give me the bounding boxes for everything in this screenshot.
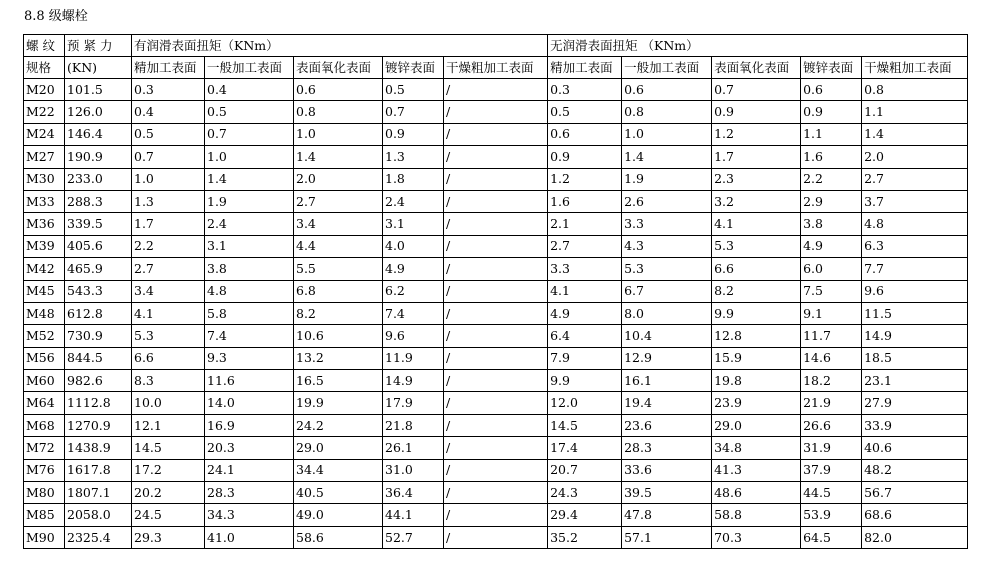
torque-cell: /	[444, 370, 548, 392]
torque-cell: 0.7	[383, 101, 444, 123]
bolt-size-cell: M27	[24, 146, 65, 168]
torque-cell: 1.8	[383, 168, 444, 190]
table-row	[24, 325, 968, 347]
bolt-size-cell: M68	[24, 414, 65, 436]
torque-cell: 82.0	[862, 526, 968, 548]
torque-cell: 12.8	[712, 325, 801, 347]
torque-cell: 2.7	[548, 235, 622, 257]
torque-cell: 7.4	[205, 325, 294, 347]
torque-cell: 24.5	[132, 504, 205, 526]
bolt-size-cell: M85	[24, 504, 65, 526]
torque-cell: 2.4	[383, 190, 444, 212]
bolt-size-cell: M72	[24, 437, 65, 459]
preload-cell: 612.8	[65, 302, 132, 324]
torque-cell: /	[444, 123, 548, 145]
header-row-group	[24, 35, 968, 57]
torque-cell: 10.6	[294, 325, 383, 347]
preload-header: 预 紧 力	[65, 35, 132, 57]
torque-cell: 41.3	[712, 459, 801, 481]
torque-cell: 0.5	[548, 101, 622, 123]
table-row	[24, 347, 968, 369]
bolt-size-cell: M60	[24, 370, 65, 392]
table-row	[24, 370, 968, 392]
torque-cell: 8.0	[622, 302, 712, 324]
table-row	[24, 146, 968, 168]
table-row	[24, 123, 968, 145]
torque-cell: 0.5	[132, 123, 205, 145]
torque-cell: 35.2	[548, 526, 622, 548]
torque-cell: 14.9	[383, 370, 444, 392]
torque-cell: 5.3	[712, 235, 801, 257]
torque-cell: 68.6	[862, 504, 968, 526]
torque-cell: 7.9	[548, 347, 622, 369]
torque-cell: /	[444, 437, 548, 459]
dry-group-header: 无润滑表面扭矩 （KNm）	[548, 35, 968, 57]
torque-cell: 1.0	[132, 168, 205, 190]
torque-cell: 0.6	[548, 123, 622, 145]
table-row	[24, 101, 968, 123]
torque-cell: 0.4	[132, 101, 205, 123]
preload-cell: 405.6	[65, 235, 132, 257]
table-row	[24, 504, 968, 526]
torque-cell: 14.9	[862, 325, 968, 347]
torque-cell: 31.0	[383, 459, 444, 481]
torque-cell: /	[444, 258, 548, 280]
torque-cell: /	[444, 325, 548, 347]
torque-cell: 4.9	[548, 302, 622, 324]
table-row	[24, 280, 968, 302]
torque-cell: 1.2	[712, 123, 801, 145]
torque-cell: 6.0	[801, 258, 862, 280]
torque-cell: 16.9	[205, 414, 294, 436]
bolt-size-cell: M42	[24, 258, 65, 280]
torque-cell: 48.2	[862, 459, 968, 481]
lubricated-group-header: 有润滑表面扭矩（KNm）	[132, 35, 548, 57]
torque-cell: /	[444, 347, 548, 369]
torque-cell: /	[444, 504, 548, 526]
torque-cell: 31.9	[801, 437, 862, 459]
dry-col-oxidized: 表面氧化表面	[712, 57, 801, 79]
torque-cell: 14.5	[548, 414, 622, 436]
torque-cell: 37.9	[801, 459, 862, 481]
torque-cell: 19.9	[294, 392, 383, 414]
torque-cell: 5.3	[132, 325, 205, 347]
torque-cell: 17.2	[132, 459, 205, 481]
torque-cell: 24.3	[548, 482, 622, 504]
torque-cell: 2.3	[712, 168, 801, 190]
torque-cell: 1.7	[712, 146, 801, 168]
preload-cell: 1112.8	[65, 392, 132, 414]
torque-cell: 23.1	[862, 370, 968, 392]
preload-cell: 1617.8	[65, 459, 132, 481]
torque-cell: 24.1	[205, 459, 294, 481]
table-row	[24, 414, 968, 436]
torque-cell: 1.0	[294, 123, 383, 145]
torque-cell: 0.8	[294, 101, 383, 123]
torque-cell: 17.4	[548, 437, 622, 459]
bolt-size-cell: M64	[24, 392, 65, 414]
torque-cell: /	[444, 146, 548, 168]
preload-cell: 465.9	[65, 258, 132, 280]
preload-cell: 844.5	[65, 347, 132, 369]
torque-cell: 3.8	[801, 213, 862, 235]
table-row	[24, 302, 968, 324]
preload-cell: 233.0	[65, 168, 132, 190]
torque-cell: 3.2	[712, 190, 801, 212]
table-row	[24, 526, 968, 548]
torque-cell: 47.8	[622, 504, 712, 526]
dry-col-dry-rough: 干燥粗加工表面	[862, 57, 968, 79]
torque-cell: 23.9	[712, 392, 801, 414]
torque-cell: 1.6	[801, 146, 862, 168]
bolt-size-cell: M52	[24, 325, 65, 347]
preload-cell: 2325.4	[65, 526, 132, 548]
torque-cell: 48.6	[712, 482, 801, 504]
torque-cell: /	[444, 213, 548, 235]
torque-cell: 64.5	[801, 526, 862, 548]
preload-cell: 190.9	[65, 146, 132, 168]
bolt-size-cell: M36	[24, 213, 65, 235]
torque-cell: 2.0	[862, 146, 968, 168]
preload-cell: 1438.9	[65, 437, 132, 459]
table-row	[24, 168, 968, 190]
table-row	[24, 190, 968, 212]
table-row	[24, 235, 968, 257]
torque-cell: 0.5	[383, 79, 444, 101]
torque-cell: /	[444, 280, 548, 302]
torque-cell: 1.0	[205, 146, 294, 168]
torque-cell: 6.6	[712, 258, 801, 280]
torque-cell: 4.8	[862, 213, 968, 235]
torque-cell: /	[444, 459, 548, 481]
torque-cell: 28.3	[205, 482, 294, 504]
torque-cell: 53.9	[801, 504, 862, 526]
torque-cell: 29.0	[294, 437, 383, 459]
torque-cell: 40.6	[862, 437, 968, 459]
torque-cell: 2.7	[132, 258, 205, 280]
torque-cell: 19.8	[712, 370, 801, 392]
torque-cell: 3.4	[294, 213, 383, 235]
torque-cell: /	[444, 79, 548, 101]
torque-cell: 4.9	[801, 235, 862, 257]
torque-cell: 2.2	[132, 235, 205, 257]
torque-cell: 3.7	[862, 190, 968, 212]
torque-cell: 9.3	[205, 347, 294, 369]
torque-cell: /	[444, 190, 548, 212]
dry-col-galvanized: 镀锌表面	[801, 57, 862, 79]
torque-cell: 20.2	[132, 482, 205, 504]
table-caption: 8.8 级螺栓	[24, 9, 88, 24]
torque-cell: 1.9	[205, 190, 294, 212]
torque-cell: 8.2	[712, 280, 801, 302]
bolt-size-cell: M33	[24, 190, 65, 212]
torque-cell: 1.1	[801, 123, 862, 145]
table-row	[24, 437, 968, 459]
torque-cell: 1.2	[548, 168, 622, 190]
lub-col-dry-rough: 干燥粗加工表面	[444, 57, 548, 79]
torque-cell: 44.5	[801, 482, 862, 504]
torque-cell: 0.9	[548, 146, 622, 168]
torque-cell: /	[444, 526, 548, 548]
torque-cell: 19.4	[622, 392, 712, 414]
torque-table	[23, 34, 968, 549]
torque-cell: 44.1	[383, 504, 444, 526]
table-row	[24, 213, 968, 235]
torque-cell: 58.6	[294, 526, 383, 548]
torque-cell: 9.6	[862, 280, 968, 302]
torque-cell: 49.0	[294, 504, 383, 526]
torque-cell: 29.0	[712, 414, 801, 436]
spec-header: 螺 纹	[24, 35, 65, 57]
torque-cell: 1.9	[622, 168, 712, 190]
torque-cell: 7.7	[862, 258, 968, 280]
torque-cell: 0.6	[801, 79, 862, 101]
preload-cell: 543.3	[65, 280, 132, 302]
torque-cell: 1.4	[862, 123, 968, 145]
torque-cell: 2.7	[294, 190, 383, 212]
torque-cell: 28.3	[622, 437, 712, 459]
torque-cell: 0.3	[548, 79, 622, 101]
torque-cell: 15.9	[712, 347, 801, 369]
torque-cell: 2.1	[548, 213, 622, 235]
torque-cell: 70.3	[712, 526, 801, 548]
torque-cell: 12.0	[548, 392, 622, 414]
torque-cell: /	[444, 302, 548, 324]
torque-cell: 2.7	[862, 168, 968, 190]
torque-cell: 27.9	[862, 392, 968, 414]
torque-cell: 33.9	[862, 414, 968, 436]
preload-cell: 339.5	[65, 213, 132, 235]
torque-cell: 26.6	[801, 414, 862, 436]
preload-cell: 101.5	[65, 79, 132, 101]
torque-cell: 5.3	[622, 258, 712, 280]
preload-header-line2: (KN)	[65, 57, 132, 79]
torque-cell: 1.4	[205, 168, 294, 190]
torque-cell: 0.8	[862, 79, 968, 101]
torque-cell: 11.7	[801, 325, 862, 347]
torque-cell: 21.9	[801, 392, 862, 414]
preload-cell: 146.4	[65, 123, 132, 145]
preload-cell: 730.9	[65, 325, 132, 347]
torque-cell: 0.6	[294, 79, 383, 101]
torque-cell: 13.2	[294, 347, 383, 369]
torque-cell: 2.4	[205, 213, 294, 235]
torque-cell: 4.0	[383, 235, 444, 257]
torque-cell: 7.5	[801, 280, 862, 302]
torque-cell: 2.6	[622, 190, 712, 212]
bolt-size-cell: M76	[24, 459, 65, 481]
torque-cell: 0.5	[205, 101, 294, 123]
torque-cell: 4.4	[294, 235, 383, 257]
dry-col-general: 一般加工表面	[622, 57, 712, 79]
table-row	[24, 482, 968, 504]
torque-cell: 11.6	[205, 370, 294, 392]
torque-cell: 1.4	[294, 146, 383, 168]
torque-cell: 5.5	[294, 258, 383, 280]
preload-cell: 982.6	[65, 370, 132, 392]
torque-cell: 10.0	[132, 392, 205, 414]
torque-cell: 11.5	[862, 302, 968, 324]
spec-header-line2: 规格	[24, 57, 65, 79]
torque-cell: 4.3	[622, 235, 712, 257]
torque-cell: 34.8	[712, 437, 801, 459]
torque-cell: 41.0	[205, 526, 294, 548]
torque-cell: 8.2	[294, 302, 383, 324]
bolt-size-cell: M56	[24, 347, 65, 369]
torque-cell: 1.7	[132, 213, 205, 235]
torque-cell: 6.2	[383, 280, 444, 302]
torque-cell: 17.9	[383, 392, 444, 414]
torque-cell: 4.1	[712, 213, 801, 235]
torque-cell: 14.5	[132, 437, 205, 459]
torque-cell: 6.8	[294, 280, 383, 302]
bolt-size-cell: M80	[24, 482, 65, 504]
bolt-size-cell: M22	[24, 101, 65, 123]
torque-cell: 0.9	[383, 123, 444, 145]
torque-cell: 18.2	[801, 370, 862, 392]
lub-col-general: 一般加工表面	[205, 57, 294, 79]
torque-cell: 7.4	[383, 302, 444, 324]
torque-cell: 10.4	[622, 325, 712, 347]
lub-col-oxidized: 表面氧化表面	[294, 57, 383, 79]
torque-cell: 5.8	[205, 302, 294, 324]
torque-cell: 12.1	[132, 414, 205, 436]
torque-cell: 8.3	[132, 370, 205, 392]
torque-cell: 16.1	[622, 370, 712, 392]
torque-cell: 2.0	[294, 168, 383, 190]
torque-cell: 11.9	[383, 347, 444, 369]
header-row-sub	[24, 57, 968, 79]
torque-cell: 2.2	[801, 168, 862, 190]
table-row	[24, 392, 968, 414]
torque-cell: 0.4	[205, 79, 294, 101]
torque-cell: 6.3	[862, 235, 968, 257]
torque-cell: 2.9	[801, 190, 862, 212]
torque-cell: 20.7	[548, 459, 622, 481]
bolt-size-cell: M30	[24, 168, 65, 190]
torque-cell: 21.8	[383, 414, 444, 436]
torque-cell: 0.7	[132, 146, 205, 168]
torque-cell: 26.1	[383, 437, 444, 459]
torque-cell: 3.8	[205, 258, 294, 280]
torque-cell: /	[444, 235, 548, 257]
torque-cell: 33.6	[622, 459, 712, 481]
table-row	[24, 79, 968, 101]
torque-cell: 4.8	[205, 280, 294, 302]
table-row	[24, 258, 968, 280]
torque-cell: 4.1	[548, 280, 622, 302]
torque-cell: 58.8	[712, 504, 801, 526]
lub-col-finish: 精加工表面	[132, 57, 205, 79]
torque-cell: 34.3	[205, 504, 294, 526]
torque-cell: 6.6	[132, 347, 205, 369]
preload-cell: 288.3	[65, 190, 132, 212]
torque-cell: 3.1	[383, 213, 444, 235]
lub-col-galvanized: 镀锌表面	[383, 57, 444, 79]
torque-cell: 18.5	[862, 347, 968, 369]
bolt-size-cell: M45	[24, 280, 65, 302]
torque-cell: 14.6	[801, 347, 862, 369]
torque-cell: 29.3	[132, 526, 205, 548]
torque-cell: 9.9	[712, 302, 801, 324]
torque-cell: /	[444, 168, 548, 190]
preload-cell: 1270.9	[65, 414, 132, 436]
torque-cell: 40.5	[294, 482, 383, 504]
torque-cell: 1.4	[622, 146, 712, 168]
torque-cell: 16.5	[294, 370, 383, 392]
preload-cell: 126.0	[65, 101, 132, 123]
bolt-size-cell: M39	[24, 235, 65, 257]
torque-cell: 23.6	[622, 414, 712, 436]
preload-cell: 1807.1	[65, 482, 132, 504]
torque-cell: 3.3	[548, 258, 622, 280]
torque-cell: 4.1	[132, 302, 205, 324]
torque-cell: 34.4	[294, 459, 383, 481]
torque-cell: 9.1	[801, 302, 862, 324]
torque-cell: 1.6	[548, 190, 622, 212]
torque-cell: 3.3	[622, 213, 712, 235]
torque-cell: 0.6	[622, 79, 712, 101]
torque-cell: /	[444, 414, 548, 436]
torque-cell: 1.3	[383, 146, 444, 168]
torque-cell: 29.4	[548, 504, 622, 526]
torque-cell: /	[444, 101, 548, 123]
bolt-size-cell: M90	[24, 526, 65, 548]
torque-cell: 1.3	[132, 190, 205, 212]
torque-cell: 6.7	[622, 280, 712, 302]
torque-cell: 20.3	[205, 437, 294, 459]
torque-cell: 57.1	[622, 526, 712, 548]
torque-cell: 36.4	[383, 482, 444, 504]
table-row	[24, 459, 968, 481]
torque-cell: 3.1	[205, 235, 294, 257]
torque-cell: 1.1	[862, 101, 968, 123]
torque-cell: 3.4	[132, 280, 205, 302]
torque-cell: 12.9	[622, 347, 712, 369]
torque-cell: /	[444, 482, 548, 504]
torque-cell: 0.7	[712, 79, 801, 101]
dry-col-finish: 精加工表面	[548, 57, 622, 79]
torque-cell: 6.4	[548, 325, 622, 347]
torque-cell: 9.6	[383, 325, 444, 347]
bolt-size-cell: M20	[24, 79, 65, 101]
torque-cell: 9.9	[548, 370, 622, 392]
bolt-size-cell: M48	[24, 302, 65, 324]
torque-cell: 0.9	[712, 101, 801, 123]
torque-cell: 4.9	[383, 258, 444, 280]
torque-cell: 0.9	[801, 101, 862, 123]
torque-cell: 14.0	[205, 392, 294, 414]
torque-cell: /	[444, 392, 548, 414]
torque-cell: 24.2	[294, 414, 383, 436]
torque-cell: 0.3	[132, 79, 205, 101]
torque-cell: 56.7	[862, 482, 968, 504]
bolt-size-cell: M24	[24, 123, 65, 145]
torque-cell: 0.7	[205, 123, 294, 145]
torque-cell: 52.7	[383, 526, 444, 548]
torque-cell: 0.8	[622, 101, 712, 123]
torque-cell: 39.5	[622, 482, 712, 504]
torque-cell: 1.0	[622, 123, 712, 145]
preload-cell: 2058.0	[65, 504, 132, 526]
